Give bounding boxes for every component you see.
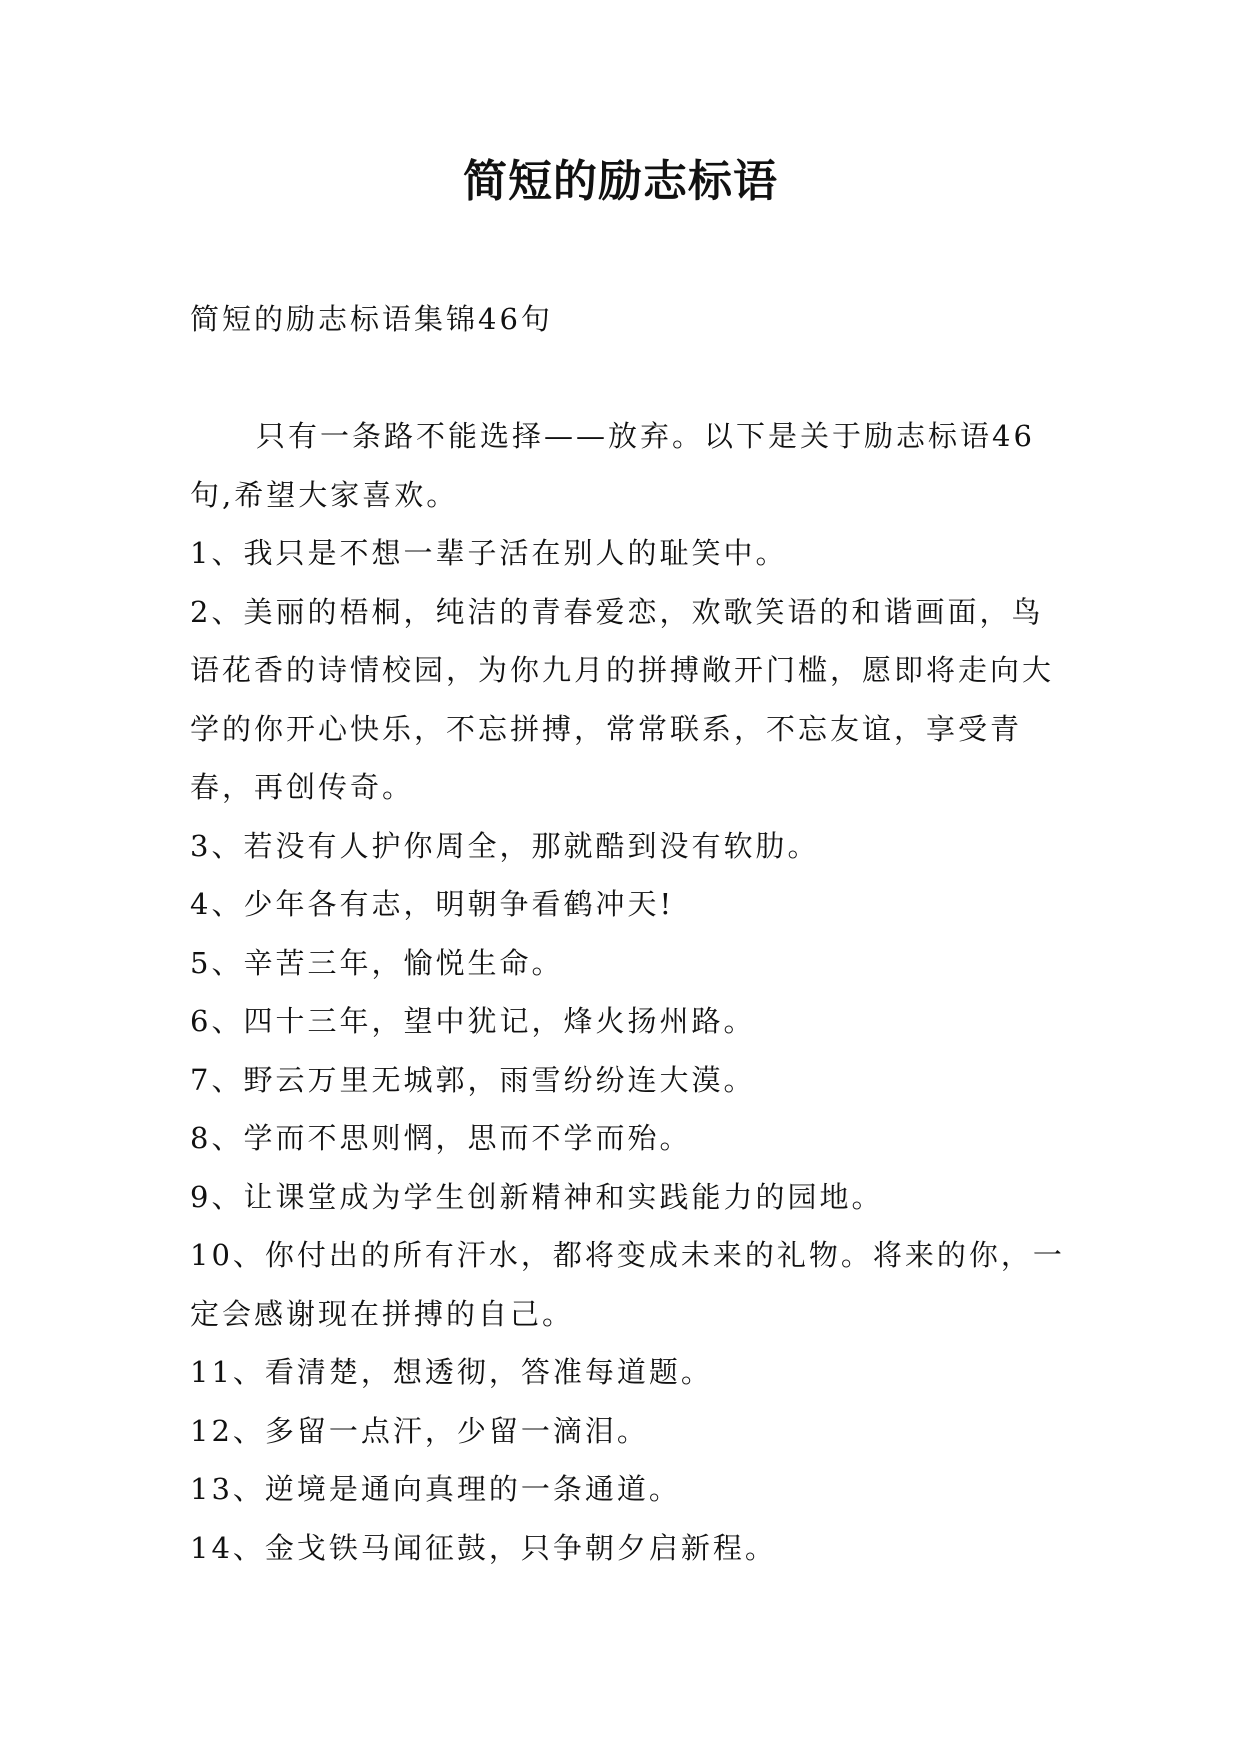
slogan-item: 13、逆境是通向真理的一条通道。 xyxy=(190,1472,681,1506)
slogan-item: 10、你付出的所有汗水，都将变成未来的礼物。将来的你，一定会感谢现在拼搏的自己。 xyxy=(190,1238,1065,1331)
slogan-item: 6、四十三年，望中犹记，烽火扬州路。 xyxy=(190,1004,756,1038)
slogan-item: 5、辛苦三年，愉悦生命。 xyxy=(190,945,564,980)
slogan-item: 14、金戈铁马闻征鼓，只争朝夕启新程。 xyxy=(190,1530,777,1565)
document-title: 简短的励志标语 xyxy=(463,156,778,207)
document-subtitle: 简短的励志标语集锦46句 xyxy=(190,302,553,336)
slogan-item: 7、野云万里无城郭，雨雪纷纷连大漠。 xyxy=(190,1062,756,1097)
slogan-item: 12、多留一点汗，少留一滴泪。 xyxy=(190,1413,649,1448)
slogan-item: 8、学而不思则惘，思而不学而殆。 xyxy=(190,1121,692,1155)
slogan-item: 4、少年各有志，明朝争看鹤冲天! xyxy=(190,887,675,921)
intro-paragraph: 只有一条路不能选择——放弃。以下是关于励志标语46句,希望大家喜欢。 xyxy=(190,419,1035,512)
slogan-item: 9、让课堂成为学生创新精神和实践能力的园地。 xyxy=(190,1179,884,1214)
slogan-item: 11、看清楚，想透彻，答准每道题。 xyxy=(190,1355,713,1389)
slogan-item: 3、若没有人护你周全，那就酷到没有软肋。 xyxy=(190,828,820,863)
slogan-item: 2、美丽的梧桐，纯洁的青春爱恋，欢歌笑语的和谐画面，鸟语花香的诗情校园，为你九月的拼搏敞开门槛，愿即将走向大学的你开心快乐，不忘拼搏，常常联系，不忘友谊，享受青春，再创传奇。 xyxy=(190,594,1055,804)
document-body xyxy=(190,290,1070,1577)
slogan-item: 1、我只是不想一辈子活在别人的耻笑中。 xyxy=(190,536,788,570)
blank-line xyxy=(190,349,1070,408)
